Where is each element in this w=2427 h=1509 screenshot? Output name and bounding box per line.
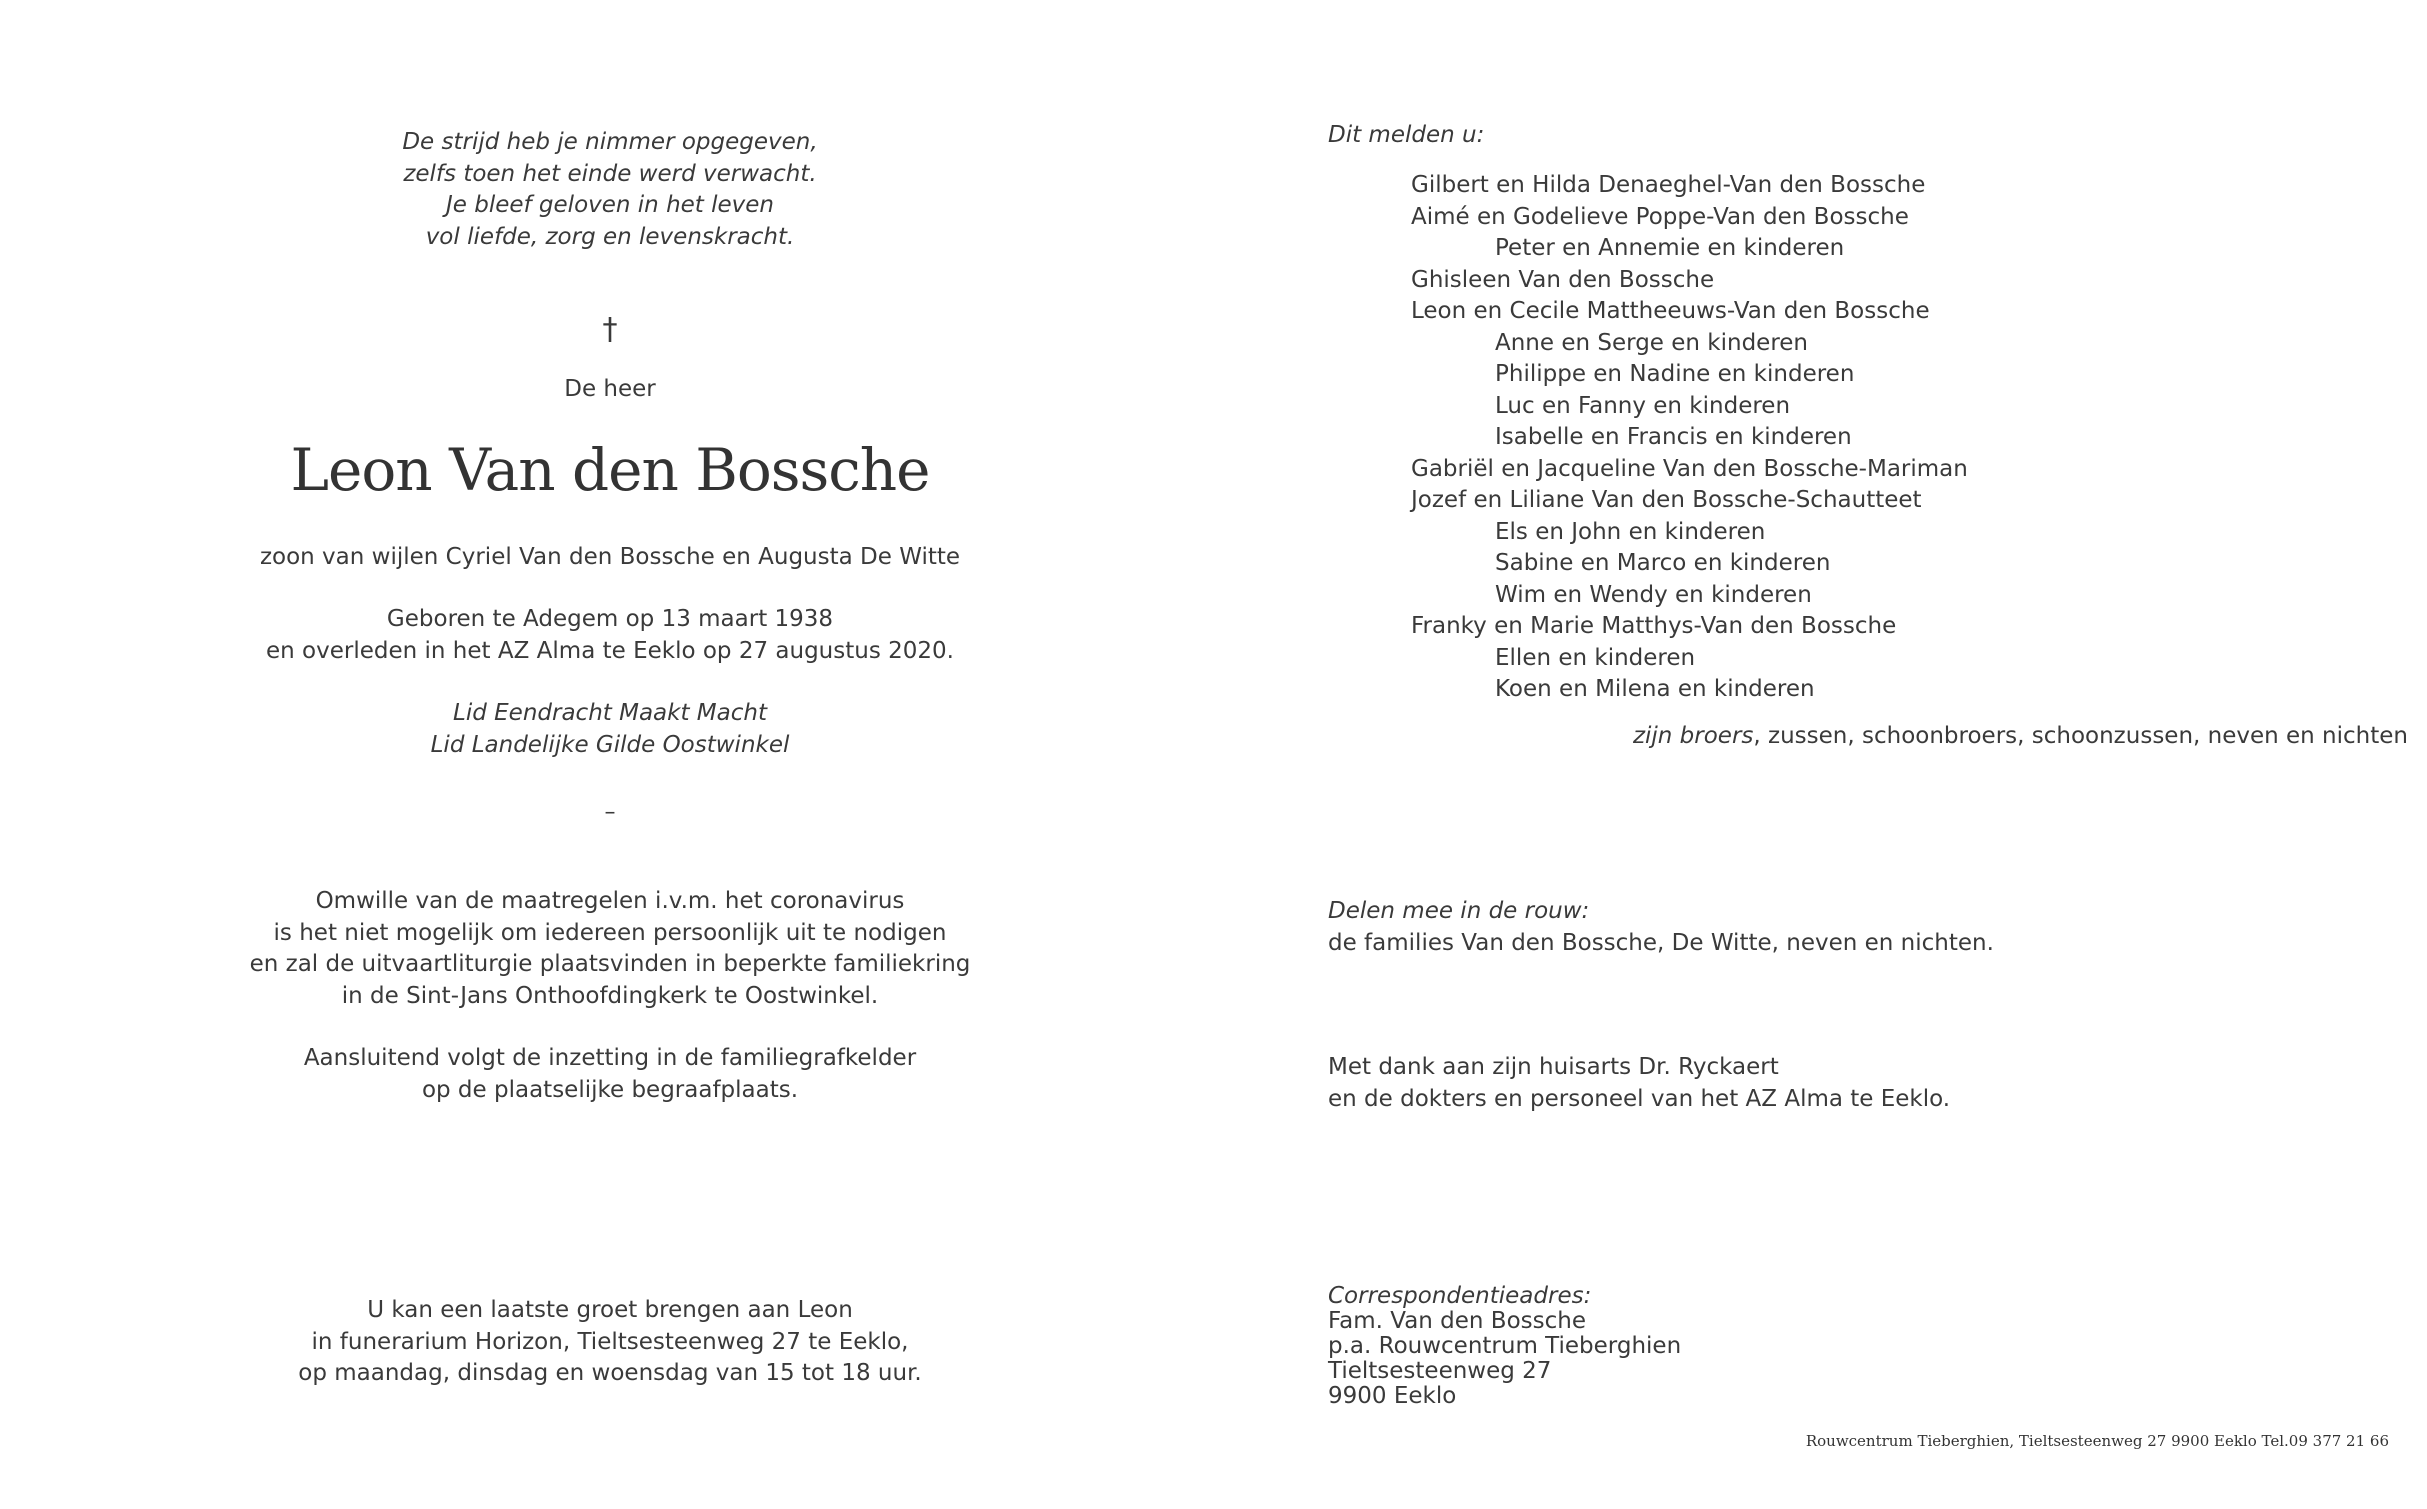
covid-line: in de Sint-Jans Onthoofdingkerk te Oostwinkel.: [341, 982, 879, 1009]
share-title: Delen mee in de rouw:: [1328, 898, 1590, 924]
burial-notice: [150, 1043, 1070, 1106]
poem-line: De strijd heb je nimmer opgegeven,: [402, 129, 818, 155]
share-text: de families Van den Bossche, De Witte, neven en nichten.: [1328, 929, 1994, 956]
family-member: Aimé en Godelieve Poppe-Van den Bossche: [1411, 203, 1909, 230]
covid-line: en zal de uitvaartliturgie plaatsvinden in beperkte familiekring: [249, 951, 971, 977]
family-member: Koen en Milena en kinderen: [1495, 676, 1815, 702]
family-member: Jozef en Liliane Van den Bossche-Schautteet: [1411, 487, 1922, 513]
thanks-line: en de dokters en personeel van het AZ Alma te Eeklo.: [1328, 1085, 1951, 1112]
family-member: Gilbert en Hilda Denaeghel-Van den Bossche: [1411, 172, 1926, 198]
poem-line: vol liefde, zorg en levenskracht.: [425, 223, 795, 250]
burial-line: op de plaatselijke begraafplaats.: [421, 1076, 799, 1103]
thanks-line: Met dank aan zijn huisarts Dr. Ryckaert: [1328, 1054, 1779, 1080]
correspondence-block: [1328, 1284, 1681, 1409]
birth-line: Geboren te Adegem op 13 maart 1938: [386, 606, 834, 632]
family-list: [1411, 170, 2311, 706]
family-member: Luc en Fanny en kinderen: [1495, 392, 1791, 419]
visitation-line: U kan een laatste groet brengen aan Leon: [367, 1297, 853, 1323]
correspondence-line: Tieltsesteenweg 27: [1328, 1358, 1552, 1384]
family-member: Philippe en Nadine en kinderen: [1495, 361, 1855, 387]
family-member: Leon en Cecile Mattheeuws-Van den Bossche: [1411, 298, 1930, 324]
membership-line: Lid Landelijke Gilde Oostwinkel: [430, 731, 790, 758]
family-member: Sabine en Marco en kinderen: [1495, 550, 1831, 576]
family-member: Peter en Annemie en kinderen: [1495, 235, 1845, 261]
life-dates: [150, 604, 1070, 667]
burial-line: Aansluitend volgt de inzetting in de familiegrafkelder: [303, 1045, 917, 1071]
footer-contact: Rouwcentrum Tieberghien, Tieltsesteenweg 27 9900 Eeklo Tel.09 377 21 66: [1805, 1432, 2389, 1450]
family-member: Ellen en kinderen: [1495, 644, 1696, 671]
memberships: [150, 698, 1070, 761]
family-member: Anne en Serge en kinderen: [1495, 329, 1809, 356]
family-member: Gabriël en Jacqueline Van den Bossche-Mariman: [1411, 455, 1968, 482]
death-line: en overleden in het AZ Alma te Eeklo op 27 augustus 2020.: [266, 637, 954, 664]
title-prefix: De heer: [564, 376, 656, 402]
poem-line: zelfs toen het einde werd verwacht.: [403, 160, 817, 187]
visitation-line: op maandag, dinsdag en woensdag van 15 tot 18 uur.: [298, 1360, 922, 1386]
family-member: Wim en Wendy en kinderen: [1495, 581, 1812, 608]
visitation-notice: [150, 1295, 1070, 1390]
membership-line: Lid Eendracht Maakt Macht: [453, 700, 767, 726]
covid-line: Omwille van de maatregelen i.v.m. het coronavirus: [315, 888, 905, 914]
correspondence-line: Fam. Van den Bossche: [1328, 1308, 1586, 1334]
family-member: Isabelle en Francis en kinderen: [1495, 424, 1852, 450]
family-member: Franky en Marie Matthys-Van den Bossche: [1411, 613, 1897, 639]
poem: [150, 127, 1070, 253]
relation-italic: zijn broers: [1632, 723, 1754, 749]
share-block: [1328, 896, 1994, 959]
relation-line: [1633, 721, 2408, 753]
covid-notice: [150, 886, 1070, 1012]
parentage: zoon van wijlen Cyriel Van den Bossche en Augusta De Witte: [259, 544, 961, 570]
family-member: Els en John en kinderen: [1495, 518, 1766, 545]
family-member: Ghisleen Van den Bossche: [1411, 266, 1715, 293]
poem-line: Je bleef geloven in het leven: [445, 192, 775, 218]
visitation-line: in funerarium Horizon, Tieltsesteenweg 27 te Eeklo,: [311, 1328, 909, 1355]
deceased-name: Leon Van den Bossche: [290, 436, 930, 504]
thanks-block: [1328, 1052, 1950, 1115]
relation-rest: , zussen, schoonbroers, schoonzussen, neven en nichten: [1753, 723, 2408, 749]
correspondence-title: Correspondentieadres:: [1328, 1283, 1592, 1309]
correspondence-line: p.a. Rouwcentrum Tieberghien: [1328, 1333, 1682, 1359]
covid-line: is het niet mogelijk om iedereen persoonlijk uit te nodigen: [273, 919, 947, 946]
correspondence-line: 9900 Eeklo: [1328, 1383, 1457, 1409]
separator: –: [604, 800, 616, 825]
announce-title: Dit melden u:: [1328, 122, 1485, 148]
cross-icon: †: [602, 312, 618, 347]
